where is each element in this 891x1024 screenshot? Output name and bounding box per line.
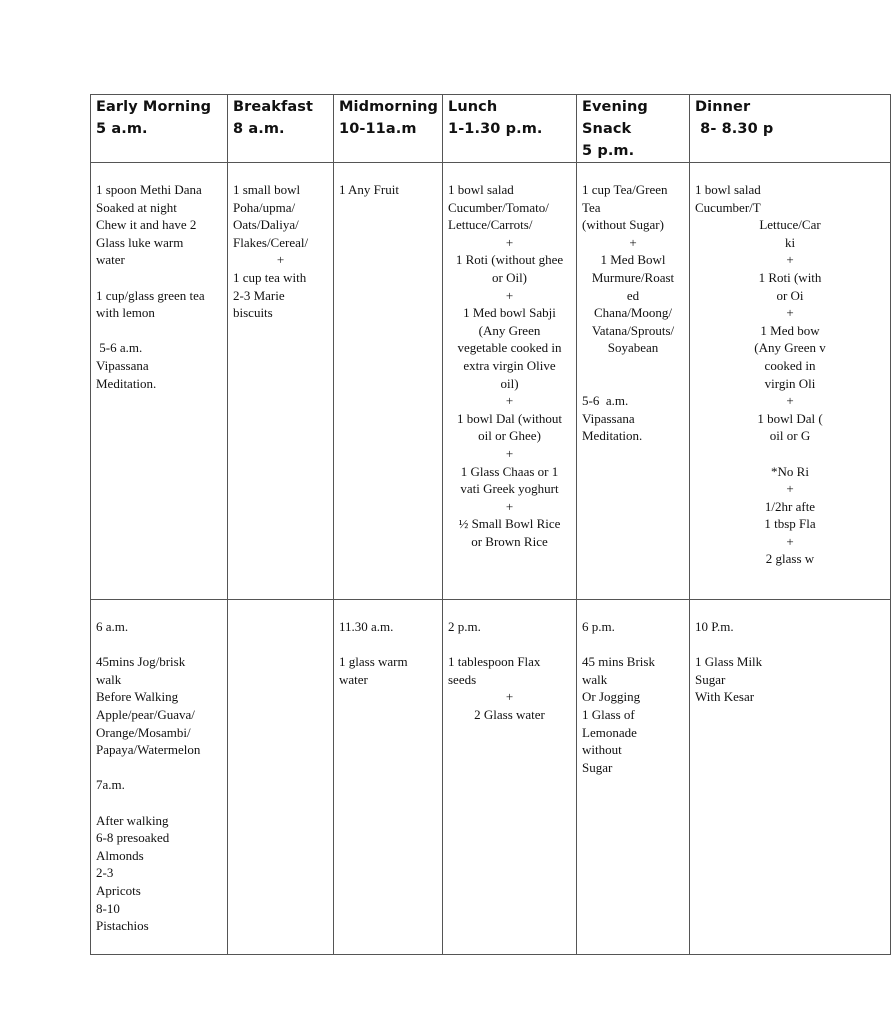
cell-text-line: + xyxy=(505,234,514,250)
cell-text-line: Papaya/Watermelon xyxy=(96,742,201,758)
cell-text-line: + xyxy=(786,305,794,321)
cell-text-line: oil or G xyxy=(769,428,811,444)
cell-text-line: (without Sugar) xyxy=(582,217,664,233)
cell-text-line: 5-6 a.m. xyxy=(582,393,629,409)
cell-text-line: 6 p.m. xyxy=(582,619,615,634)
column-header-early-morning xyxy=(91,95,228,163)
cell-text-line: 7a.m. xyxy=(96,777,125,793)
cell-text-line: water xyxy=(339,671,368,687)
cell-text-line: 1 Med Bowl xyxy=(600,252,666,268)
cell-text-line: + xyxy=(786,533,794,549)
cell-text-line: 2 Glass water xyxy=(474,706,545,722)
cell-text-line: Cucumber/T xyxy=(695,199,761,215)
cell-lunch xyxy=(443,600,577,955)
cell-text-line: Lemonade xyxy=(582,724,637,740)
cell-text-line: Meditation. xyxy=(582,428,643,444)
cell-text-line: + xyxy=(786,481,794,497)
cell-text-line: Soyabean xyxy=(607,340,659,356)
cell-text-line: Lettuce/Carrots/ xyxy=(448,217,533,233)
spacer xyxy=(96,269,222,287)
cell-text-line: water xyxy=(96,252,125,268)
cell-dinner xyxy=(690,600,891,955)
spacer xyxy=(96,794,222,812)
column-time: 10-11a.m xyxy=(339,121,417,137)
cell-text-line: 2 glass w xyxy=(765,551,815,567)
cell-text-line: Glass luke warm xyxy=(96,234,184,250)
cell-text-line: Cucumber/Tomato/ xyxy=(448,199,549,215)
column-time: 8 a.m. xyxy=(233,121,285,137)
cell-lunch xyxy=(443,163,577,600)
cell-text-line: (Any Green xyxy=(478,322,541,338)
cell-text-line: 6-8 presoaked xyxy=(96,830,170,846)
cell-text-line: Vipassana xyxy=(96,357,149,373)
cell-text-line: Sugar xyxy=(582,759,613,775)
cell-text-line: 1 cup/glass green tea xyxy=(96,287,205,303)
spacer xyxy=(339,636,437,654)
cell-text-line: Vipassana xyxy=(582,410,635,426)
cell-text-line: Meditation. xyxy=(96,375,157,391)
cell-text-line: Soaked at night xyxy=(96,199,177,215)
cell-text-line: Chana/Moong/ xyxy=(594,305,672,321)
cell-text-line: + xyxy=(505,498,514,514)
cell-text-line: Orange/Mosambi/ xyxy=(96,724,191,740)
cell-text-line: 8-10 xyxy=(96,900,120,916)
spacer xyxy=(695,445,885,463)
column-time: 5 p.m. xyxy=(582,143,635,159)
cell-text-line: oil or Ghee) xyxy=(478,428,541,444)
cell-text-line: 1 spoon Methi Dana xyxy=(96,182,202,197)
cell-text-line: 1 Roti (without ghee xyxy=(455,252,564,268)
column-title: Dinner xyxy=(695,99,751,115)
cell-text-line: 1 glass warm xyxy=(339,654,408,670)
cell-text-line: Apple/pear/Guava/ xyxy=(96,706,195,722)
cell-text-line: Sugar xyxy=(695,671,726,687)
cell-text-line: walk xyxy=(582,671,608,687)
cell-text-line: 1 Glass Milk xyxy=(695,654,763,670)
cell-text-line: 1 bowl Dal ( xyxy=(757,410,823,426)
cell-dinner xyxy=(690,163,891,600)
cell-text-line: or Oil) xyxy=(491,269,528,285)
cell-text-line: + xyxy=(505,689,514,705)
activity-row xyxy=(91,600,891,955)
spacer xyxy=(96,322,222,340)
cell-text-line: 1 tablespoon Flax xyxy=(448,654,541,670)
cell-text-line: or Oi xyxy=(776,287,804,303)
cell-text-line: With Kesar xyxy=(695,689,755,705)
cell-text-line: without xyxy=(582,742,622,758)
cell-text-line: + xyxy=(786,252,794,268)
cell-text-line: Before Walking xyxy=(96,689,179,705)
cell-text-line: oil) xyxy=(500,375,519,391)
cell-text-line: *No Ri xyxy=(771,463,809,479)
cell-text-line: + xyxy=(505,393,514,409)
cell-text-line: 45mins Jog/brisk xyxy=(96,654,186,670)
cell-text-line: Vatana/Sprouts/ xyxy=(591,322,675,338)
cell-text-line: with lemon xyxy=(96,305,155,321)
cell-text-line: + xyxy=(505,287,514,303)
cell-text-line: Oats/Daliya/ xyxy=(233,217,299,233)
cell-text-line: ed xyxy=(626,287,640,303)
cell-breakfast xyxy=(228,163,334,600)
cell-text-line: 2-3 Marie xyxy=(233,287,285,303)
cell-text-line: 1 bowl salad xyxy=(448,182,514,197)
cell-text-line: Lettuce/Car xyxy=(759,217,821,233)
spacer xyxy=(582,357,684,375)
column-header-evening xyxy=(577,95,690,163)
cell-text-line: 11.30 a.m. xyxy=(339,619,394,634)
column-title: Midmorning xyxy=(339,99,438,115)
column-time: 1-1.30 p.m. xyxy=(448,121,543,137)
column-time: 8- 8.30 p xyxy=(695,121,774,137)
meal-row xyxy=(91,163,891,600)
cell-text-line: (Any Green v xyxy=(754,340,826,356)
spacer xyxy=(582,375,684,393)
cell-text-line: 45 mins Brisk xyxy=(582,654,655,670)
cell-text-line: or Brown Rice xyxy=(471,533,548,549)
column-time: Snack xyxy=(582,121,632,137)
column-title: Evening xyxy=(582,99,648,115)
cell-text-line: 1 cup tea with xyxy=(233,269,307,285)
spacer xyxy=(695,636,885,654)
cell-text-line: 1 Any Fruit xyxy=(339,182,399,197)
cell-text-line: Apricots xyxy=(96,882,141,898)
cell-text-line: 1 cup Tea/Green xyxy=(582,182,668,197)
column-header-lunch xyxy=(443,95,577,163)
cell-text-line: After walking xyxy=(96,812,169,828)
cell-text-line: Tea xyxy=(582,199,601,215)
cell-text-line: 2 p.m. xyxy=(448,619,481,634)
cell-text-line: biscuits xyxy=(233,305,273,321)
cell-text-line: 1 Med bow xyxy=(760,322,820,338)
cell-text-line: seeds xyxy=(448,671,477,687)
cell-text-line: 10 P.m. xyxy=(695,619,734,634)
cell-text-line: Murmure/Roast xyxy=(591,269,675,285)
cell-midmorning xyxy=(334,600,443,955)
cell-breakfast xyxy=(228,600,334,955)
cell-text-line: 1 bowl Dal (without xyxy=(456,410,563,426)
cell-text-line: Chew it and have 2 xyxy=(96,217,197,233)
header-row xyxy=(91,95,891,163)
cell-text-line: Poha/upma/ xyxy=(233,199,296,215)
cell-text-line: Almonds xyxy=(96,847,144,863)
cell-early-morning xyxy=(91,163,228,600)
cell-text-line: 1 Glass of xyxy=(582,706,635,722)
cell-evening xyxy=(577,163,690,600)
cell-text-line: Or Jogging xyxy=(582,689,641,705)
spacer xyxy=(448,636,571,654)
cell-text-line: 1 Roti (with xyxy=(758,269,822,285)
column-title: Lunch xyxy=(448,99,498,115)
cell-text-line: Pistachios xyxy=(96,918,149,934)
cell-text-line: 1 Med bowl Sabji xyxy=(463,305,556,321)
cell-text-line: cooked in xyxy=(764,357,816,373)
column-header-midmorning xyxy=(334,95,443,163)
cell-text-line: 1 small bowl xyxy=(233,182,301,197)
cell-text-line: vegetable cooked in xyxy=(457,340,562,356)
column-header-dinner xyxy=(690,95,891,163)
cell-text-line: Flakes/Cereal/ xyxy=(233,234,309,250)
cell-text-line: 1 bowl salad xyxy=(695,182,761,197)
cell-text-line: walk xyxy=(96,671,122,687)
cell-text-line: + xyxy=(786,393,794,409)
cell-text-line: + xyxy=(276,252,285,268)
cell-text-line: 5-6 a.m. xyxy=(96,340,143,356)
cell-text-line: extra virgin Olive xyxy=(463,357,556,373)
cell-text-line: + xyxy=(505,445,514,461)
spacer xyxy=(582,636,684,654)
cell-text-line: ki xyxy=(784,234,796,250)
column-header-breakfast xyxy=(228,95,334,163)
column-time: 5 a.m. xyxy=(96,121,148,137)
column-title: Breakfast xyxy=(233,99,314,115)
cell-text-line: 2-3 xyxy=(96,865,114,881)
cell-text-line: virgin Oli xyxy=(764,375,816,391)
column-title: Early Morning xyxy=(96,99,212,115)
cell-text-line: 1 tbsp Fla xyxy=(764,516,816,532)
spacer xyxy=(96,759,222,777)
cell-midmorning xyxy=(334,163,443,600)
cell-text-line: 6 a.m. xyxy=(96,619,129,634)
cell-text-line: ½ Small Bowl Rice xyxy=(458,516,561,532)
spacer xyxy=(96,636,222,654)
cell-early-morning xyxy=(91,600,228,955)
cell-text-line: 1/2hr afte xyxy=(764,498,816,514)
diet-plan-table xyxy=(90,94,891,955)
cell-text-line: 1 Glass Chaas or 1 xyxy=(460,463,559,479)
cell-text-line: + xyxy=(629,234,637,250)
cell-evening xyxy=(577,600,690,955)
cell-text-line: vati Greek yoghurt xyxy=(460,481,559,497)
